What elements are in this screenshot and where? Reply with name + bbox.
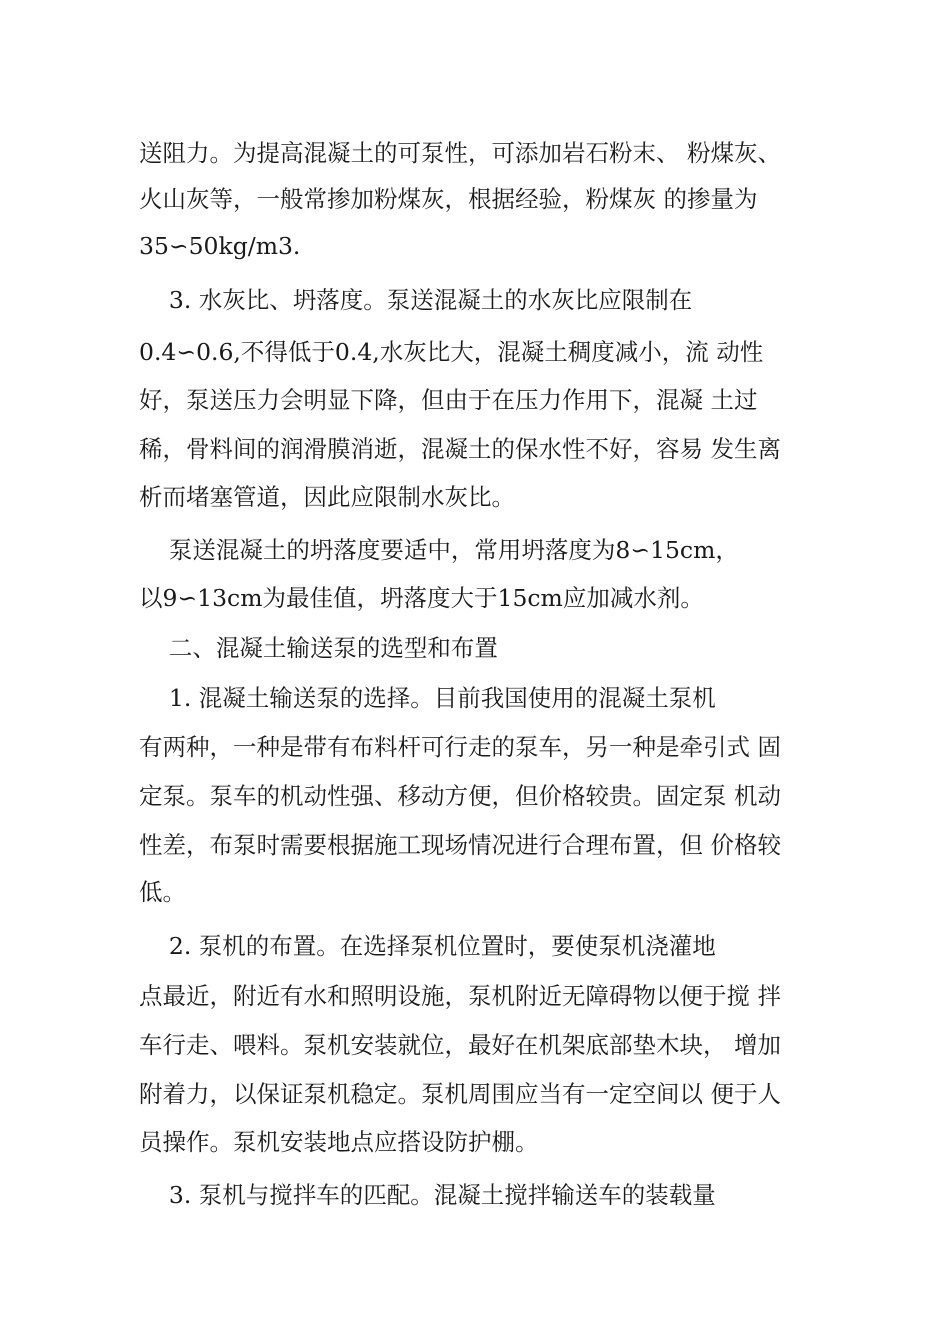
text-line: 泵送混凝土的坍落度要适中，常用坍落度为8∽15cm， — [139, 536, 739, 564]
text-line: 性差，布泵时需要根据施工现场情况进行合理布置，但 价格较 — [139, 831, 781, 859]
text-line: 定泵。泵车的机动性强、移动方便，但价格较贵。固定泵 机动 — [139, 782, 781, 810]
text-line: 1. 混凝土输送泵的选择。目前我国使用的混凝土泵机 — [139, 684, 716, 712]
text-line: 好，泵送压力会明显下降，但由于在压力作用下，混凝 土过 — [139, 386, 758, 414]
text-line: 3. 泵机与搅拌车的匹配。混凝土搅拌输送车的装载量 — [139, 1181, 716, 1209]
text-line: 点最近，附近有水和照明设施，泵机附近无障碍物以便于搅 拌 — [139, 982, 781, 1010]
text-line: 车行走、喂料。泵机安装就位，最好在机架底部垫木块， 增加 — [139, 1031, 781, 1059]
text-line: 稀，骨料间的润滑膜消逝，混凝土的保水性不好，容易 发生离 — [139, 435, 781, 463]
text-line: 有两种，一种是带有布料杆可行走的泵车，另一种是牵引式 固 — [139, 733, 781, 761]
text-line: 析而堵塞管道，因此应限制水灰比。 — [139, 483, 515, 511]
text-line: 附着力，以保证泵机稳定。泵机周围应当有一定空间以 便于人 — [139, 1080, 781, 1108]
text-line: 2. 泵机的布置。在选择泵机位置时，要使泵机浇灌地 — [139, 932, 716, 960]
section-heading: 二、混凝土输送泵的选型和布置 — [139, 634, 498, 662]
text-line: 0.4∽0.6,不得低于0.4,水灰比大，混凝土稠度减小，流 动性 — [139, 338, 764, 366]
text-line: 员操作。泵机安装地点应搭设防护棚。 — [139, 1128, 539, 1156]
text-line: 送阻力。为提高混凝土的可泵性，可添加岩石粉末、 粉煤灰、 — [139, 139, 781, 167]
text-line: 火山灰等，一般常掺加粉煤灰，根据经验，粉煤灰 的掺量为 — [139, 185, 758, 213]
text-line: 3. 水灰比、坍落度。泵送混凝土的水灰比应限制在 — [139, 286, 693, 314]
text-line: 低。 — [139, 878, 186, 906]
text-line: 以9∽13cm为最佳值，坍落度大于15cm应加减水剂。 — [139, 584, 704, 612]
text-line: 35∽50kg/m3. — [139, 232, 301, 260]
